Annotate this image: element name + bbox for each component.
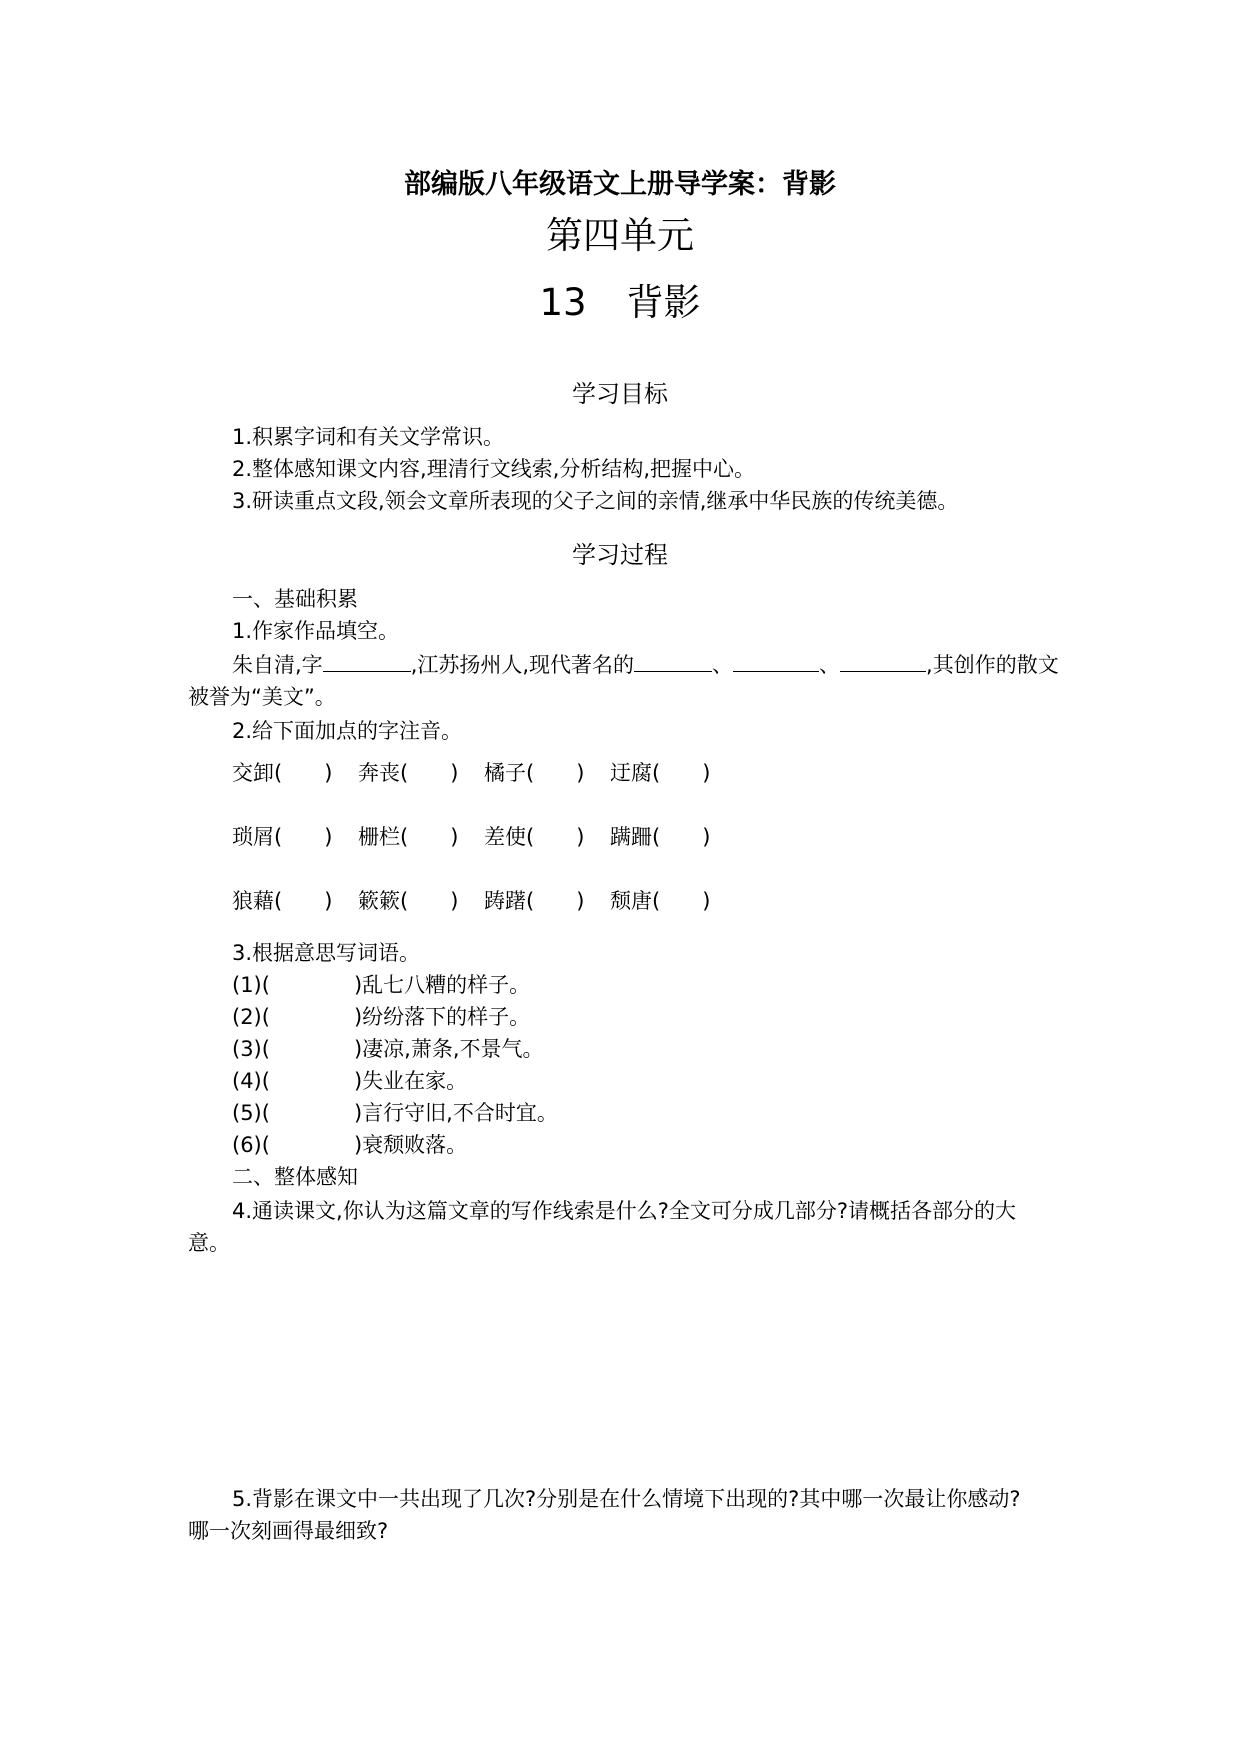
q3-item-1[interactable]: (1)( )乱七八糟的样子。: [232, 973, 531, 997]
q1-text-a: 朱自清,字: [232, 653, 323, 677]
lesson-number: 13: [539, 281, 587, 324]
lesson-name: 背影: [626, 281, 701, 324]
q1-text-line: [232, 650, 1059, 680]
process-heading: 学习过程: [572, 541, 668, 569]
q1-sep-2: 、: [819, 653, 841, 677]
q3-item-4[interactable]: (4)( )失业在家。: [232, 1069, 468, 1093]
q3-label: 3.根据意思写词语。: [232, 941, 421, 965]
goal-item-1: 1.积累字词和有关文学常识。: [232, 425, 505, 449]
pinyin-item[interactable]: 踌躇( ): [484, 889, 585, 913]
pinyin-row-1: [232, 758, 736, 788]
identity-blank-3[interactable]: [840, 651, 926, 672]
pinyin-row-2: [232, 822, 736, 852]
q1-text-d: 被誉为“美文”。: [188, 685, 336, 709]
part2-heading: 二、整体感知: [232, 1165, 358, 1189]
pinyin-item[interactable]: 簌簌( ): [358, 889, 459, 913]
unit-title: 第四单元: [546, 214, 694, 257]
goal-item-2: 2.整体感知课文内容,理清行文线索,分析结构,把握中心。: [232, 457, 756, 481]
document-title: 部编版八年级语文上册导学案：背影: [404, 169, 836, 200]
courtesy-name-blank[interactable]: [323, 651, 411, 672]
identity-blank-2[interactable]: [733, 651, 819, 672]
part1-heading: 一、基础积累: [232, 587, 358, 611]
goals-heading: 学习目标: [572, 380, 668, 408]
goal-item-3: 3.研读重点文段,领会文章所表现的父子之间的亲情,继承中华民族的传统美德。: [232, 489, 959, 513]
q1-text-b: ,江苏扬州人,现代著名的: [410, 653, 635, 677]
q3-item-3[interactable]: (3)( )凄凉,萧条,不景气。: [232, 1037, 544, 1061]
q3-item-6[interactable]: (6)( )衰颓败落。: [232, 1133, 468, 1157]
pinyin-item[interactable]: 差使( ): [484, 825, 585, 849]
q1-text-c: ,其创作的散文: [926, 653, 1059, 677]
q3-item-5[interactable]: (5)( )言行守旧,不合时宜。: [232, 1101, 558, 1125]
lesson-title: [0, 272, 1240, 326]
q5-line-1: 5.背影在课文中一共出现了几次?分别是在什么情境下出现的?其中哪一次最让你感动?: [232, 1487, 1021, 1511]
pinyin-item[interactable]: 奔丧( ): [358, 761, 459, 785]
q2-label: 2.给下面加点的字注音。: [232, 719, 463, 743]
pinyin-item[interactable]: 迂腐( ): [610, 761, 711, 785]
q4-line-1: 4.通读课文,你认为这篇文章的写作线索是什么?全文可分成几部分?请概括各部分的大: [232, 1199, 1017, 1223]
pinyin-row-3: [232, 886, 736, 916]
q5-line-2: 哪一次刻画得最细致?: [188, 1519, 389, 1543]
pinyin-item[interactable]: 蹒跚( ): [610, 825, 711, 849]
pinyin-item[interactable]: 栅栏( ): [358, 825, 459, 849]
identity-blank-1[interactable]: [634, 651, 712, 672]
q1-label: 1.作家作品填空。: [232, 619, 400, 643]
pinyin-item[interactable]: 交卸( ): [232, 761, 333, 785]
q3-item-2[interactable]: (2)( )纷纷落下的样子。: [232, 1005, 531, 1029]
pinyin-item[interactable]: 橘子( ): [484, 761, 585, 785]
pinyin-item[interactable]: 颓唐( ): [610, 889, 711, 913]
q1-sep-1: 、: [712, 653, 734, 677]
pinyin-item[interactable]: 琐屑( ): [232, 825, 333, 849]
pinyin-item[interactable]: 狼藉( ): [232, 889, 333, 913]
q4-line-2: 意。: [188, 1231, 230, 1255]
